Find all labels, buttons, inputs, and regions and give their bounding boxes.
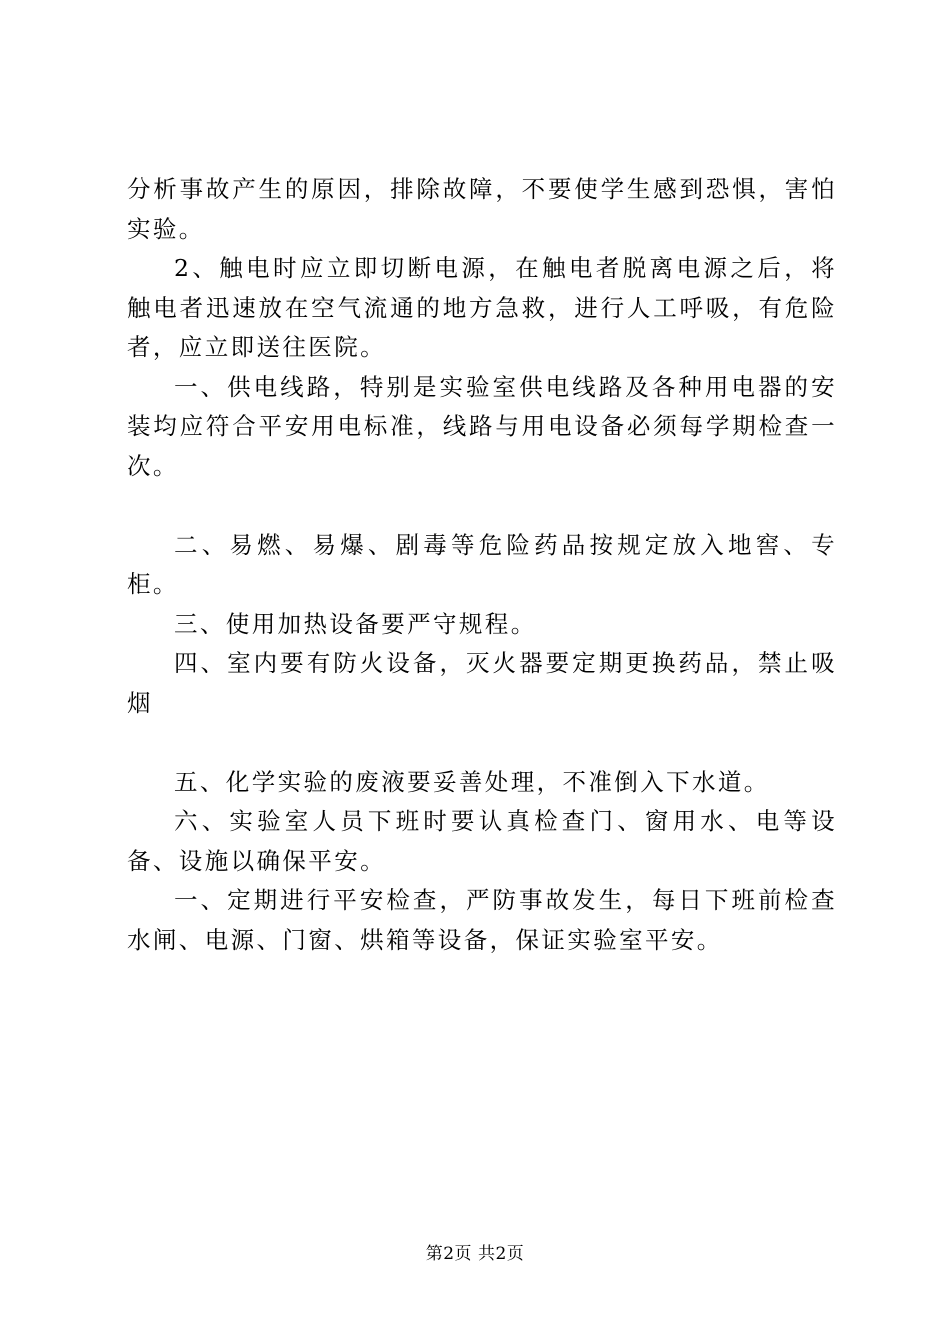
paragraph-safety-inspection: 一、定期进行平安检查，严防事故发生，每日下班前检查水闸、电源、门窗、烘箱等设备，保证实验室平安。 — [127, 886, 837, 954]
paragraph-fire-prevention: 四、室内要有防火设备，灭火器要定期更换药品，禁止吸烟 — [127, 649, 837, 717]
paragraph-end-of-shift-check: 六、实验室人员下班时要认真检查门、窗用水、电等设备、设施以确保平安。 — [127, 807, 837, 875]
paragraph-heating-equipment: 三、使用加热设备要严守规程。 — [174, 609, 537, 638]
paragraph-electric-shock: 2、触电时应立即切断电源，在触电者脱离电源之后，将触电者迅速放在空气流通的地方急救，进行人工呼吸，有危险者，应立即送往医院。 — [127, 254, 837, 361]
paragraph-power-lines: 一、供电线路，特别是实验室供电线路及各种用电器的安装均应符合平安用电标准，线路与用电设备必须每学期检查一次。 — [127, 372, 837, 480]
paragraph-hazardous-chemicals: 二、易燃、易爆、剧毒等危险药品按规定放入地窖、专柜。 — [127, 530, 837, 598]
paragraph-waste-liquid: 五、化学实验的废液要妥善处理，不准倒入下水道。 — [174, 767, 770, 796]
paragraph-continuation: 分析事故产生的原因，排除故障，不要使学生感到恐惧，害怕实验。 — [127, 175, 837, 243]
page-number-footer: 第2页 共2页 — [425, 1244, 525, 1264]
document-body — [127, 170, 837, 960]
